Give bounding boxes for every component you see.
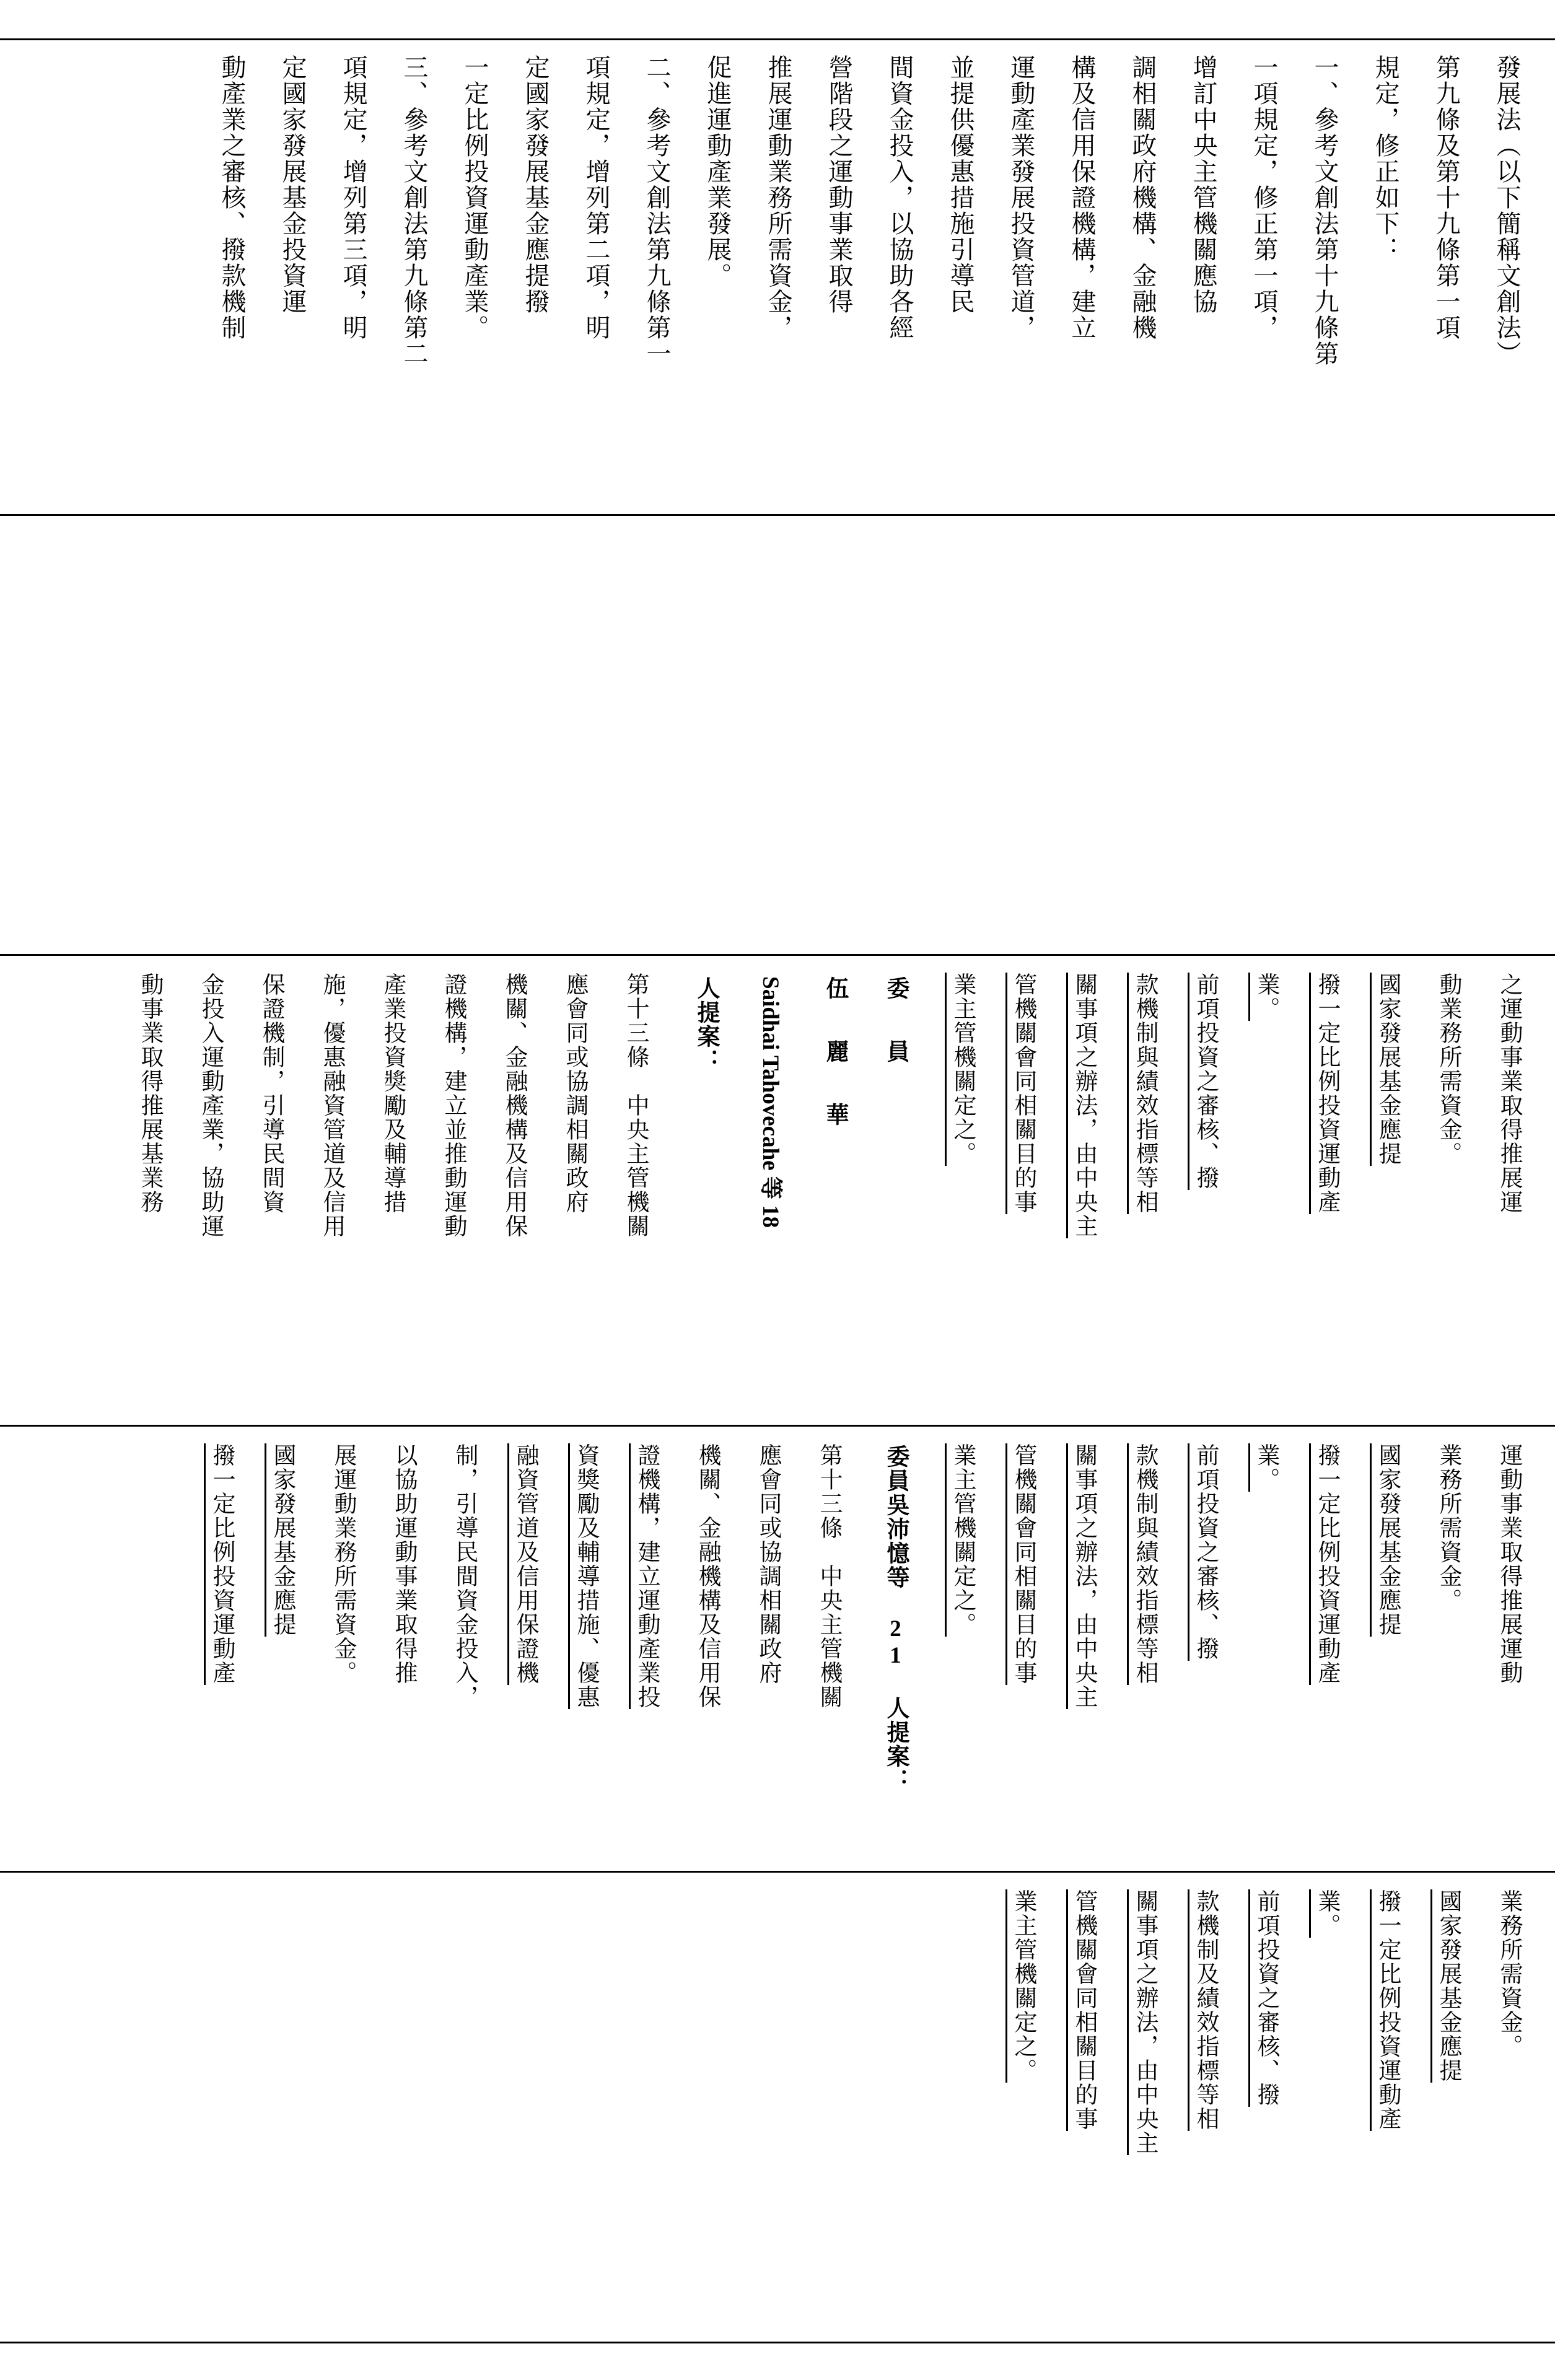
col1-line-2: 國家發展基金應提 — [1375, 973, 1400, 1166]
col2-line-6: 款機制與績效指標等相 — [1132, 1443, 1157, 1685]
col1-line-0: 之運動事業取得推展運 — [1496, 973, 1522, 1214]
col1-body-line-0: 第十三條 中央主管機關 — [623, 973, 648, 1238]
col2-body-line-2: 機關、金融機構及信用保 — [694, 1443, 720, 1709]
col2-body-line-1: 應會同或協調相關政府 — [755, 1443, 781, 1685]
col3-line-1: 國家發展基金應提 — [1435, 1889, 1461, 2083]
top-line-2: 規定，修正如下： — [1372, 55, 1400, 263]
col1-body-line-2: 機關、金融機構及信用保 — [501, 973, 527, 1238]
col1-role-label: 委 員 — [883, 976, 908, 1071]
col1-line-7: 關事項之辦法，由中央主 — [1071, 973, 1097, 1238]
col2-line-5: 前項投資之審核、撥 — [1193, 1443, 1218, 1661]
top-line-17: 一定比例投資運動產業。 — [461, 55, 489, 341]
col2-body-line-6: 制，引導民間資金投入， — [452, 1443, 477, 1709]
col2-member-names: 委員吳沛憶等 21 人提案： — [883, 1445, 908, 1793]
col2-body-line-7: 以協助運動事業取得推 — [391, 1443, 416, 1685]
top-line-12: 推展運動業務所需資金， — [764, 55, 792, 341]
top-line-15: 項規定，增列第二項，明 — [582, 55, 610, 341]
col1-body-line-7: 金投入運動產業，協助運 — [198, 973, 223, 1238]
col2-line-7: 關事項之辦法，由中央主 — [1071, 1443, 1097, 1709]
top-line-3: 一、參考文創法第十九條第 — [1311, 55, 1339, 367]
col1-line-8: 管機關會同相關目的事 — [1010, 973, 1036, 1214]
col2-body-line-5: 融資管道及信用保證機 — [512, 1443, 538, 1685]
top-line-9: 並提供優惠措施引導民 — [947, 55, 975, 315]
col1-line-5: 前項投資之審核、撥 — [1193, 973, 1218, 1190]
top-line-4: 一項規定，修正第一項， — [1250, 55, 1278, 341]
col2-line-9: 業主管機關定之。 — [950, 1443, 975, 1637]
col3-line-2: 撥一定比例投資運動產 — [1375, 1889, 1400, 2131]
top-line-8: 運動產業發展投資管道， — [1007, 55, 1035, 341]
col2-body-line-4: 資獎勵及輔導措施、優惠 — [573, 1443, 598, 1709]
top-line-10: 間資金投入，以協助各經 — [886, 55, 914, 341]
col2-body-line-0: 第十三條 中央主管機關 — [816, 1443, 841, 1709]
col2-body-line-9: 國家發展基金應提 — [269, 1443, 295, 1637]
col3-line-3: 業。 — [1314, 1889, 1339, 1938]
col3-line-0: 業務所需資金。 — [1496, 1889, 1522, 2058]
col1-proposal-label: 人提案： — [693, 976, 719, 1073]
top-line-18: 三、參考文創法第九條第二 — [400, 55, 428, 367]
top-line-16: 定國家發展基金應提撥 — [522, 55, 550, 315]
col2-line-1: 業務所需資金。 — [1435, 1443, 1461, 1612]
col2-line-3: 撥一定比例投資運動產 — [1314, 1443, 1339, 1685]
col1-body-line-4: 產業投資獎勵及輔導措 — [380, 973, 405, 1214]
top-line-20: 定國家發展基金投資運 — [279, 55, 307, 315]
col1-member-names: 伍 麗 華 — [822, 976, 848, 1134]
table-region — [0, 954, 1555, 2379]
top-line-21: 動產業之審核、撥款機制 — [218, 55, 246, 341]
col3-line-5: 款機制及績效指標等相 — [1193, 1889, 1218, 2131]
col3-line-4: 前項投資之審核、撥 — [1253, 1889, 1279, 2107]
top-line-7: 構及信用保證機構，建立 — [1068, 55, 1096, 341]
top-line-6: 調相關政府機構、金融機 — [1129, 55, 1157, 341]
col2-body-line-3: 證機構，建立運動產業投 — [634, 1443, 659, 1709]
col1-body-line-1: 應會同或協調相關政府 — [562, 973, 587, 1214]
top-line-0: 發展法（以下簡稱文創法） — [1493, 55, 1521, 367]
col1-member-names-latin: Saidhai Tahovecahe 等 18 — [758, 976, 783, 1228]
top-line-13: 促進運動產業發展。 — [704, 55, 732, 289]
col1-line-1: 動業務所需資金。 — [1435, 973, 1461, 1166]
col1-body-line-6: 保證機制，引導民間資 — [258, 973, 284, 1214]
top-line-19: 項規定，增列第三項，明 — [339, 55, 367, 341]
col1-body-line-8: 動事業取得推展基業務 — [137, 973, 162, 1214]
col1-line-9: 業主管機關定之。 — [950, 973, 975, 1166]
col1-line-4: 業。 — [1253, 973, 1279, 1021]
col2-line-8: 管機關會同相關目的事 — [1010, 1443, 1036, 1685]
col2-line-2: 國家發展基金應提 — [1375, 1443, 1400, 1637]
col3-line-7: 管機關會同相關目的事 — [1071, 1889, 1097, 2131]
col1-line-6: 款機制與績效指標等相 — [1132, 973, 1157, 1214]
top-text-region — [0, 37, 1555, 551]
col1-line-3: 撥一定比例投資運動產 — [1314, 973, 1339, 1214]
top-line-14: 二、參考文創法第九條第一 — [643, 55, 671, 367]
col2-line-4: 業。 — [1253, 1443, 1279, 1492]
col1-body-line-3: 證機構，建立並推動運動 — [440, 973, 466, 1238]
top-line-5: 增訂中央主管機關應協 — [1189, 55, 1217, 315]
col3-line-6: 關事項之辦法，由中央主 — [1132, 1889, 1157, 2155]
col1-body-line-5: 施，優惠融資管道及信用 — [319, 973, 344, 1238]
top-line-1: 第九條及第十九條第一項 — [1432, 55, 1460, 341]
top-line-11: 營階段之運動事業取得 — [825, 55, 853, 315]
col2-body-line-8: 展運動業務所需資金。 — [330, 1443, 356, 1685]
col2-line-0: 運動事業取得推展運動 — [1496, 1443, 1522, 1685]
col3-line-8: 業主管機關定之。 — [1010, 1889, 1036, 2083]
col2-body-line-10: 撥一定比例投資運動產 — [209, 1443, 234, 1685]
